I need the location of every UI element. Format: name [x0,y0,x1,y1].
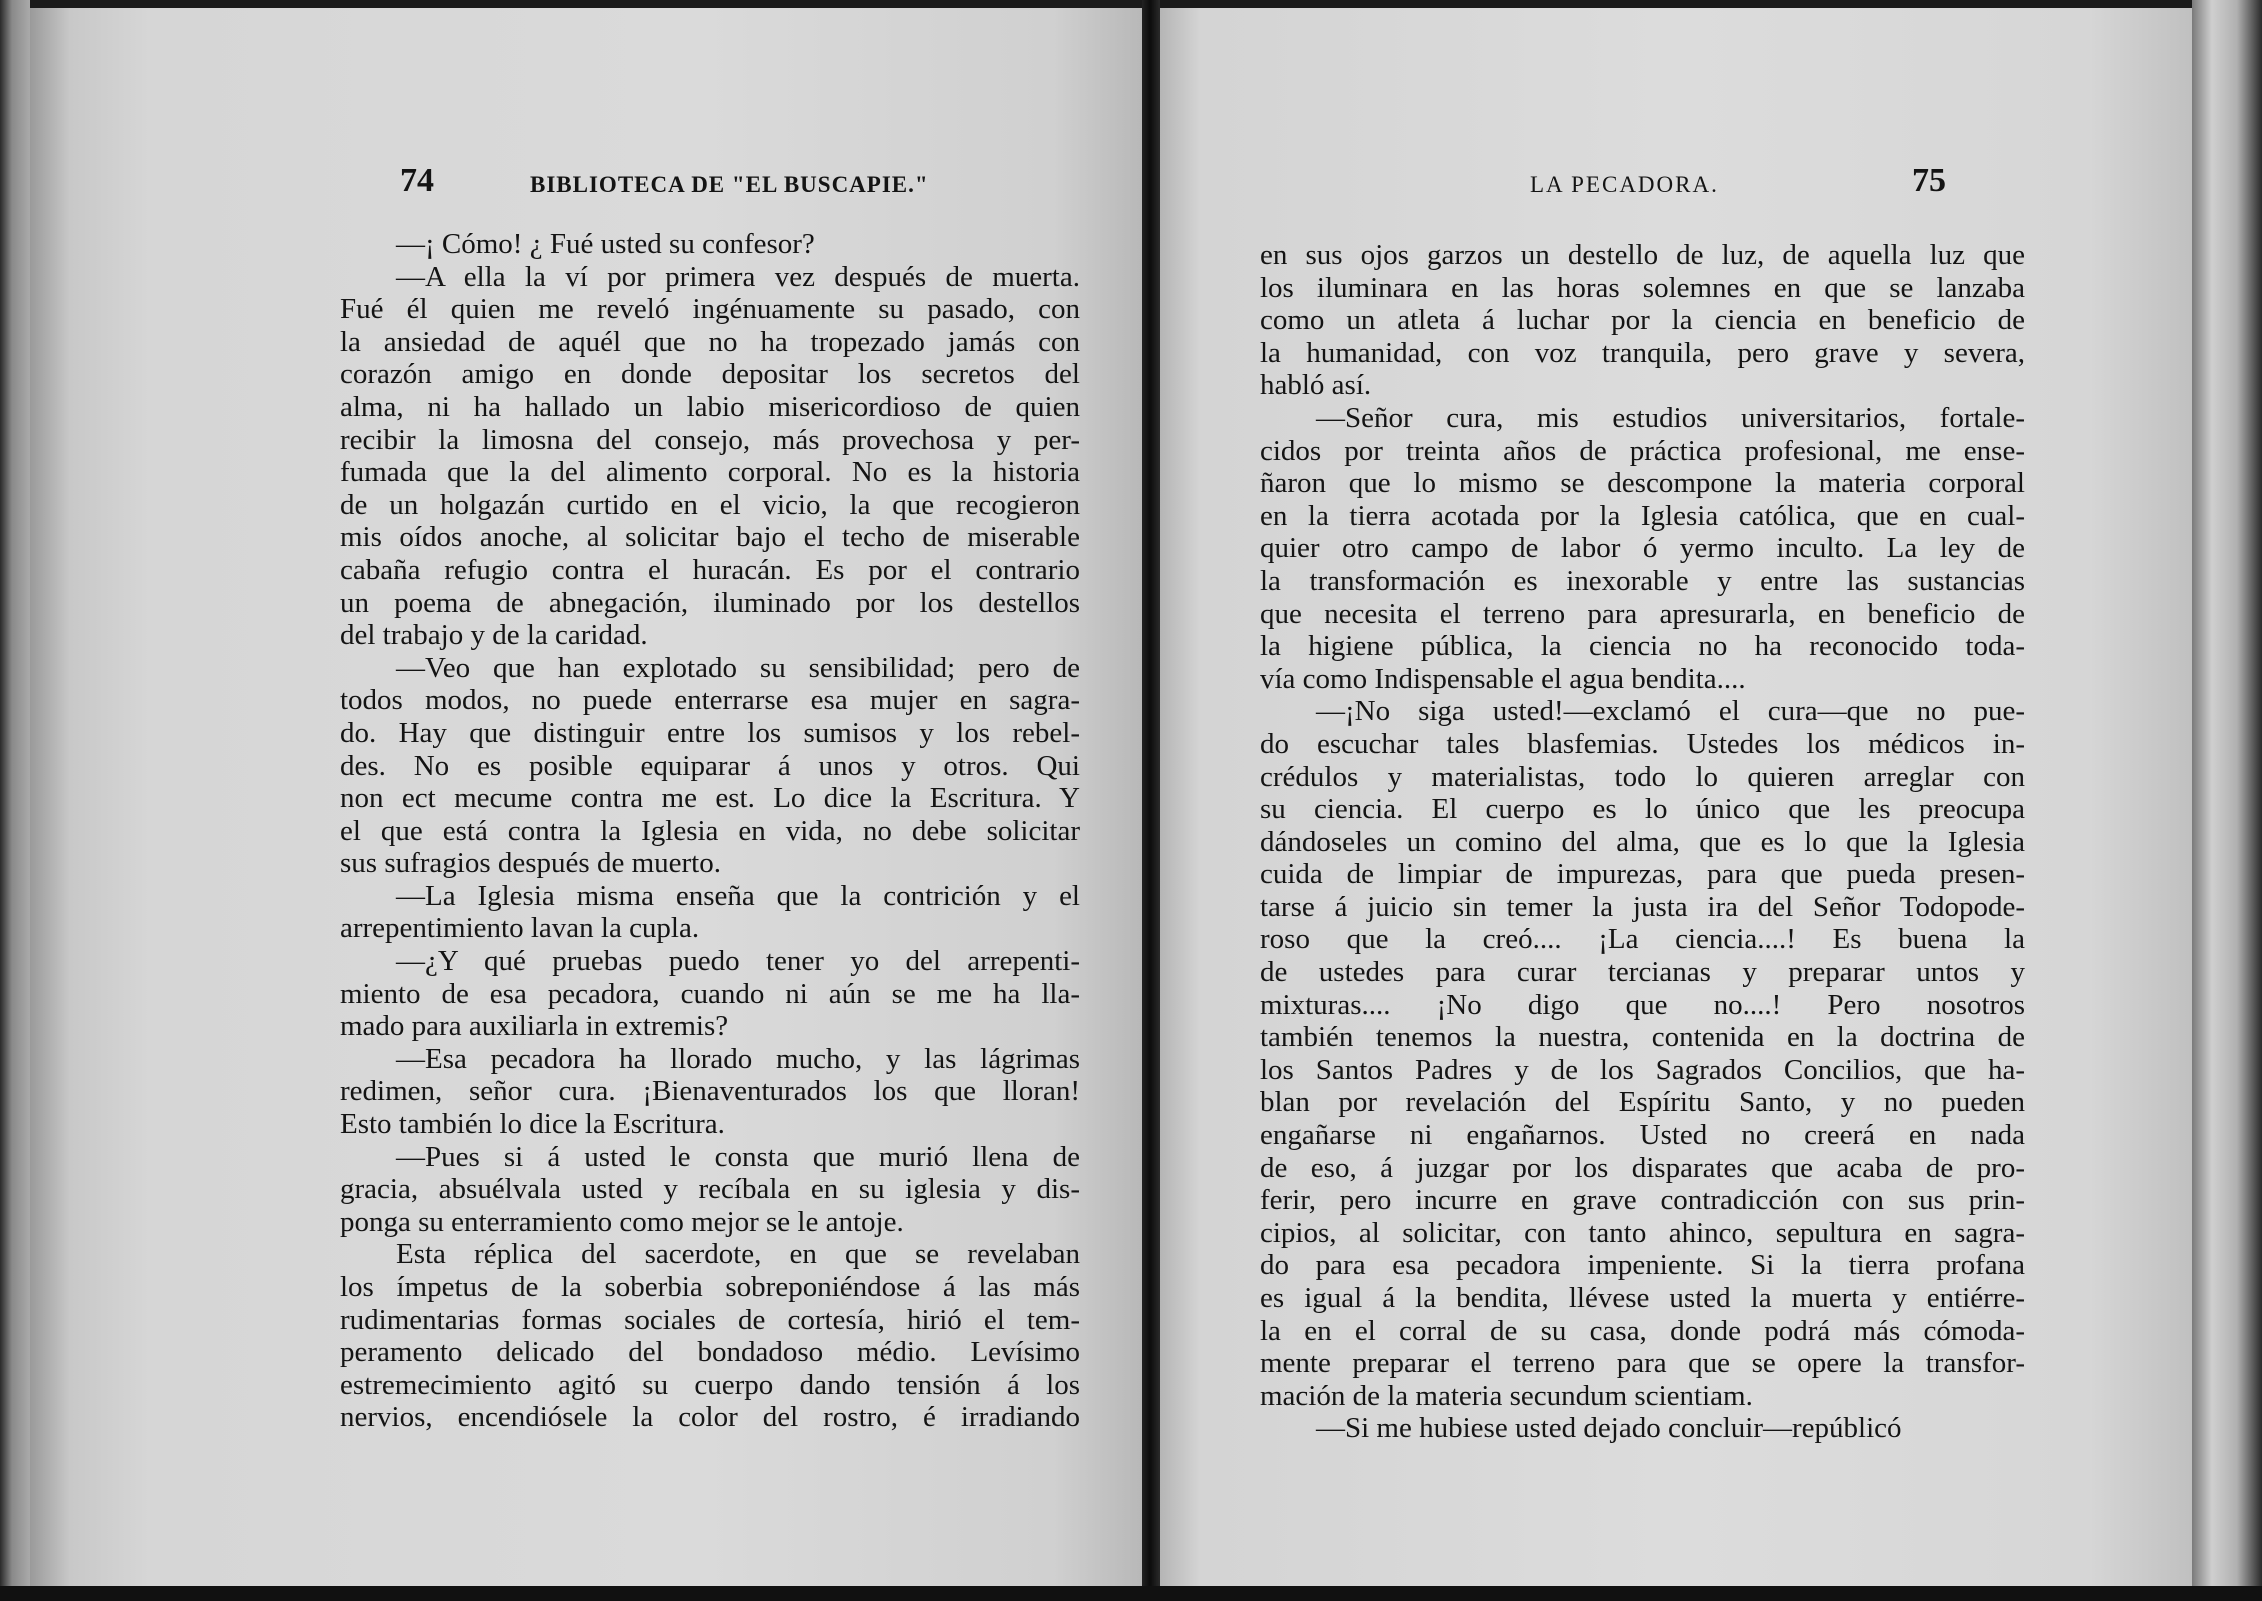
text-line: la en el corral de su casa, donde podrá más cómoda- [1260,1314,2025,1347]
text-line: peramento delicado del bondadoso médio. Levísimo [340,1336,1080,1369]
text-line: mis oídos anoche, al solicitar bajo el techo de miserable [340,521,1080,554]
text-line: —Esa pecadora ha llorado mucho, y las lágrimas [396,1042,1080,1075]
text-line: do para esa pecadora impeniente. Si la tierra profana [1260,1249,2025,1282]
text-line: la transformación es inexorable y entre las sustancias [1260,564,2025,597]
text-line: —Señor cura, mis estudios universitarios, fortale- [1316,401,2025,434]
text-line: arrepentimiento lavan la cupla. [340,912,700,945]
text-line: do. Hay que distinguir entre los sumisos y los rebel- [340,716,1080,749]
text-line: su ciencia. El cuerpo es lo único que les preocupa [1260,793,2025,826]
left-page [30,8,1142,1586]
text-line: —¡No siga usted!—exclamó el cura—que no pue- [1316,695,2025,728]
running-head: LA PECADORA. [1530,172,1719,197]
page-number: 75 [1912,162,1946,199]
text-line: de un holgazán curtido en el vicio, la que recogieron [340,488,1080,521]
text-line: el que está contra la Iglesia en vida, no debe solicitar [340,814,1080,847]
text-line: los iluminara en las horas solemnes en que se lanzaba [1260,271,2025,304]
text-line: estremecimiento agitó su cuerpo dando tensión á los [340,1368,1080,1401]
page-number: 74 [400,162,434,199]
scan-bottom-edge [0,1586,2262,1601]
text-line: que necesita el terreno para apresurarla, en beneficio de [1260,597,2025,630]
text-line: la ansiedad de aquél que no ha tropezado jamás con [340,325,1080,358]
text-line: quier otro campo de labor ó yermo inculto. La ley de [1260,532,2025,565]
text-line: mente preparar el terreno para que se opere la transfor- [1260,1347,2025,1380]
text-line: del trabajo y de la caridad. [340,619,648,652]
text-line: rudimentarias formas sociales de cortesía, hirió el tem- [340,1303,1080,1336]
text-line: recibir la limosna del consejo, más provechosa y per- [340,423,1080,456]
page-body [340,228,1080,1434]
book-gutter [1142,0,1160,1601]
text-line: la humanidad, con voz tranquila, pero grave y severa, [1260,336,2025,369]
page-body [1260,239,2025,1445]
text-line: —Si me hubiese usted dejado concluir—repúblicó [1316,1412,1902,1445]
text-line: nervios, encendiósele la color del rostro, é irradiando [340,1401,1080,1434]
text-line: mixturas.... ¡No digo que no....! Pero nosotros [1260,988,2025,1021]
text-line: de ustedes para curar tercianas y preparar untos y [1260,956,2025,989]
text-line: —A ella la ví por primera vez después de muerta. [396,260,1080,293]
text-line: cipios, al solicitar, con tanto ahinco, sepultura en sagra- [1260,1216,2025,1249]
text-line: alma, ni ha hallado un labio misericordioso de quien [340,390,1080,423]
text-line: ñaron que lo mismo se descompone la materia corporal [1260,467,2025,500]
text-line: como un atleta á luchar por la ciencia en beneficio de [1260,304,2025,337]
text-line: miento de esa pecadora, cuando ni aún se me ha lla- [340,977,1080,1010]
text-line: cidos por treinta años de práctica profesional, me ense- [1260,434,2025,467]
text-line: roso que la creó.... ¡La ciencia....! Es buena la [1260,923,2025,956]
text-line: —Pues si á usted le consta que murió llena de [396,1140,1080,1173]
book-edge-left [0,0,30,1601]
text-line: crédulos y materialistas, todo lo quieren arreglar con [1260,760,2025,793]
right-page [1160,8,2192,1586]
text-line: ponga su enterramiento como mejor se le antoje. [340,1205,904,1238]
text-line: todos modos, no puede enterrarse esa mujer en sagra- [340,684,1080,717]
text-line: en sus ojos garzos un destello de luz, de aquella luz que [1260,239,2025,271]
text-line: los ímpetus de la soberbia sobreponiéndose á las más [340,1271,1080,1303]
text-line: non ect mecume contra me est. Lo dice la Escritura. Y [340,782,1080,815]
text-line: Esto también lo dice la Escritura. [340,1108,725,1141]
text-line: mación de la materia secundum scientiam. [1260,1379,1753,1412]
text-line: vía como Indispensable el agua bendita.... [1260,662,1746,695]
text-line: des. No es posible equiparar á unos y otros. Qui [340,749,1080,782]
text-line: sus sufragios después de muerto. [340,847,721,880]
text-line: dándoseles un comino del alma, que es lo que la Iglesia [1260,825,2025,858]
text-line: la higiene pública, la ciencia no ha reconocido toda- [1260,630,2025,663]
text-line: —Veo que han explotado su sensibilidad; pero de [396,651,1080,684]
text-line: fumada que la del alimento corporal. No es la historia [340,456,1080,489]
text-line: es igual á la bendita, llévese usted la muerta y entiérre- [1260,1282,2025,1314]
text-line: ferir, pero incurre en grave contradicción con sus prin- [1260,1184,2025,1217]
text-line: —¿Y qué pruebas puedo tener yo del arrepenti- [396,945,1080,978]
text-line: —La Iglesia misma enseña que la contrición y el [396,879,1080,912]
text-line: tarse á juicio sin temer la justa ira del Señor Todopode- [1260,890,2025,923]
text-line: do escuchar tales blasfemias. Ustedes los médicos in- [1260,727,2025,760]
text-line: blan por revelación del Espíritu Santo, y no pueden [1260,1086,2025,1119]
text-line: corazón amigo en donde depositar los secretos del [340,358,1080,391]
text-line: un poema de abnegación, iluminado por los destellos [340,586,1080,619]
text-line: también tenemos la nuestra, contenida en la doctrina de [1260,1021,2025,1054]
running-head: BIBLIOTECA DE "EL BUSCAPIE." [530,172,929,197]
text-line: redimen, señor cura. ¡Bienaventurados los que lloran! [340,1075,1080,1108]
text-line: los Santos Padres y de los Sagrados Concilios, que ha- [1260,1053,2025,1086]
text-line: cuida de limpiar de impurezas, para que pueda presen- [1260,858,2025,891]
book-edge-right [2192,0,2262,1601]
text-line: en la tierra acotada por la Iglesia católica, que en cual- [1260,499,2025,532]
text-line: de eso, á juzgar por los disparates que acaba de pro- [1260,1151,2025,1184]
text-line: habló así. [1260,369,1372,402]
text-line: cabaña refugio contra el huracán. Es por el contrario [340,553,1080,586]
text-line: Esta réplica del sacerdote, en que se revelaban [396,1238,1080,1271]
text-line: mado para auxiliarla in extremis? [340,1010,729,1043]
text-line: —¡ Cómo! ¿ Fué usted su confesor? [396,228,815,260]
text-line: engañarse ni engañarnos. Usted no creerá en nada [1260,1119,2025,1152]
text-line: gracia, absuélvala usted y recíbala en su iglesia y dis- [340,1173,1080,1206]
text-line: Fué él quien me reveló ingénuamente su pasado, con [340,293,1080,326]
